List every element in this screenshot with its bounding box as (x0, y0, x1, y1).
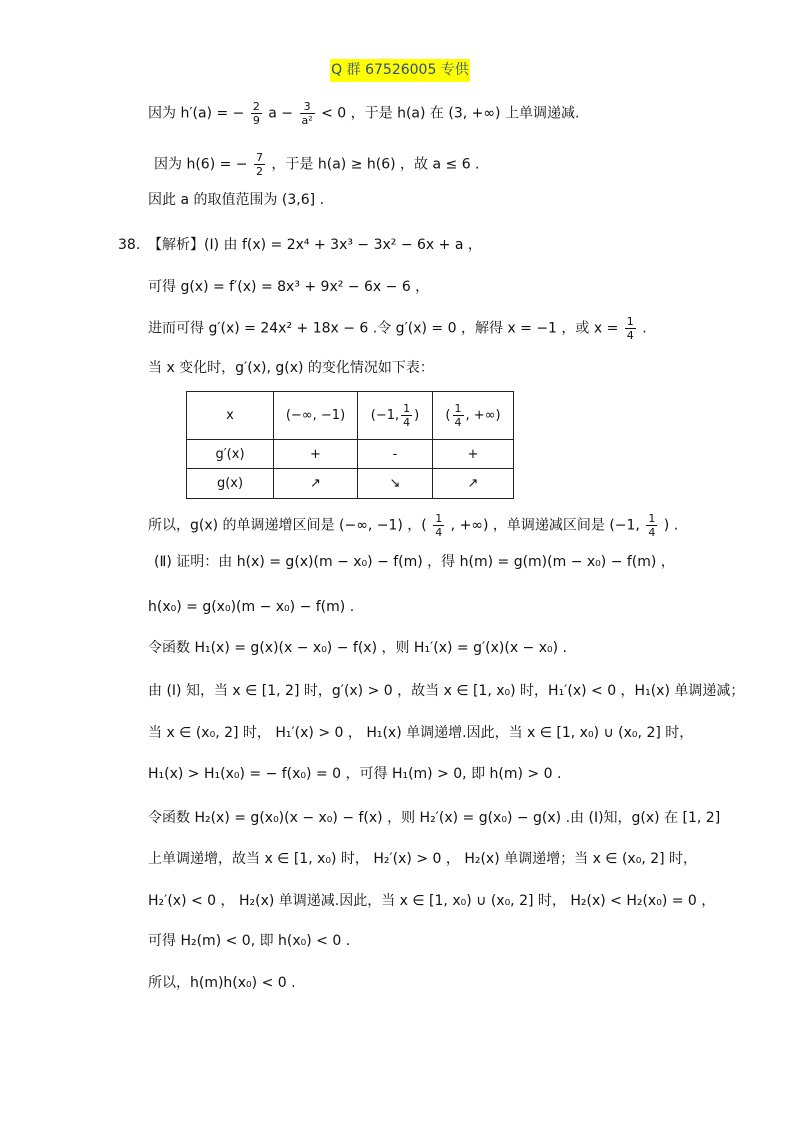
text: 进而可得 g′(x) = 24x² + 18x − 6 .令 g′(x) = 0 ，解得 x = −1 ，或 x = (148, 320, 619, 337)
fraction: $\frac{2}{9}$ (252, 100, 260, 127)
text: ，于是 h(a) ≥ h(6) ，故 a ≤ 6 . (271, 156, 480, 173)
line-final: 所以，h(m)h(x₀) < 0 . (148, 975, 296, 991)
question-38-intro: 【解析】(Ⅰ) 由 f(x) = 2x⁴ + 3x³ − 3x² − 6x + a ， (148, 237, 482, 253)
line-g: 可得 g(x) = f′(x) = 8x³ + 9x² − 6x − 6 ， (148, 279, 430, 295)
line-H1-increasing: 当 x ∈ (x₀, 2] 时， H₁′(x) > 0 ， H₁(x) 单调递增.因此，当 x ∈ [1, x₀) ∪ (x₀, 2] 时， (148, 725, 694, 741)
line-table-intro: 当 x 变化时，g′(x), g(x) 的变化情况如下表： (148, 360, 434, 376)
line-h-x0: h(x₀) = g(x₀)(m − x₀) − f(m) . (148, 599, 355, 615)
text: < 0 ，于是 h(a) 在 (3, +∞) 上单调递减. (321, 105, 580, 122)
line-H2-def: 令函数 H₂(x) = g(x₀)(x − x₀) − f(x) ，则 H₂′(x) = g(x₀) − g(x) .由 (Ⅰ)知，g(x) 在 [1, 2] (148, 810, 721, 826)
table-cell: g(x) (187, 469, 274, 499)
text: , +∞) ，单调递减区间是 (−1, (450, 517, 640, 534)
watermark-banner: Q 群 67526005 专供 (330, 59, 470, 82)
fraction: $\frac{1}{4}$ (626, 315, 634, 342)
table-cell: + (433, 440, 514, 469)
text: ) . (663, 517, 679, 534)
line-H2-decreasing: H₂′(x) < 0 ， H₂(x) 单调递减.因此，当 x ∈ [1, x₀) ∪ (x₀, 2] 时， H₂(x) < H₂(x₀) = 0 ， (148, 893, 716, 909)
fraction: $\frac{1}{4}$ (648, 512, 656, 539)
table-header-cell: x (187, 392, 274, 440)
table-row (187, 440, 514, 469)
table-cell: + (274, 440, 358, 469)
line-g-prime (148, 315, 647, 342)
question-number: 38. (118, 237, 141, 253)
text: 因为 h′(a) = − (148, 105, 245, 122)
line-proof-start: (Ⅱ) 证明：由 h(x) = g(x)(m − x₀) − f(m) ，得 h(m) = g(m)(m − x₀) − f(m) ， (154, 554, 675, 570)
table-cell: ↘ (358, 469, 433, 499)
line-H1-decreasing: 由 (Ⅰ) 知，当 x ∈ [1, 2] 时，g′(x) > 0 ，故当 x ∈ [1, x₀) 时，H₁′(x) < 0 ，H₁(x) 单调递减； (148, 683, 745, 699)
text: 因为 h(6) = − (154, 156, 248, 173)
table-cell: - (358, 440, 433, 469)
table-header-cell: ( $\frac{1}{4}$ , +∞) (433, 392, 514, 440)
line-range: 因此 a 的取值范围为 (3,6] . (148, 192, 325, 208)
line-monotonic-intervals (148, 512, 678, 539)
text: 所以，g(x) 的单调递增区间是 (−∞, −1) ，( (148, 517, 427, 534)
fraction: $\frac{1}{4}$ (435, 512, 443, 539)
table-cell: ↗ (433, 469, 514, 499)
variation-table (186, 391, 514, 499)
line-h-prime (148, 100, 579, 127)
table-row (187, 469, 514, 499)
table-header-cell: (−1, $\frac{1}{4}$ ) (358, 392, 433, 440)
table-header-cell: (−∞, −1) (274, 392, 358, 440)
line-H2-conclusion: 可得 H₂(m) < 0, 即 h(x₀) < 0 . (148, 933, 351, 949)
line-H2-increasing: 上单调递增，故当 x ∈ [1, x₀) 时， H₂′(x) > 0 ， H₂(x) 单调递增；当 x ∈ (x₀, 2] 时， (148, 851, 698, 867)
fraction: $\frac{7}{2}$ (255, 151, 263, 178)
text: a − (268, 105, 294, 122)
line-h6 (154, 151, 480, 178)
table-cell: g′(x) (187, 440, 274, 469)
table-cell: ↗ (274, 469, 358, 499)
line-H1-conclusion: H₁(x) > H₁(x₀) = − f(x₀) = 0 ，可得 H₁(m) > 0, 即 h(m) > 0 . (148, 766, 562, 782)
fraction: $\frac{3}{\text{a²}}$ (301, 100, 313, 127)
text: . (642, 320, 647, 337)
line-H1-def: 令函数 H₁(x) = g(x)(x − x₀) − f(x) ，则 H₁′(x) = g′(x)(x − x₀) . (148, 640, 568, 656)
